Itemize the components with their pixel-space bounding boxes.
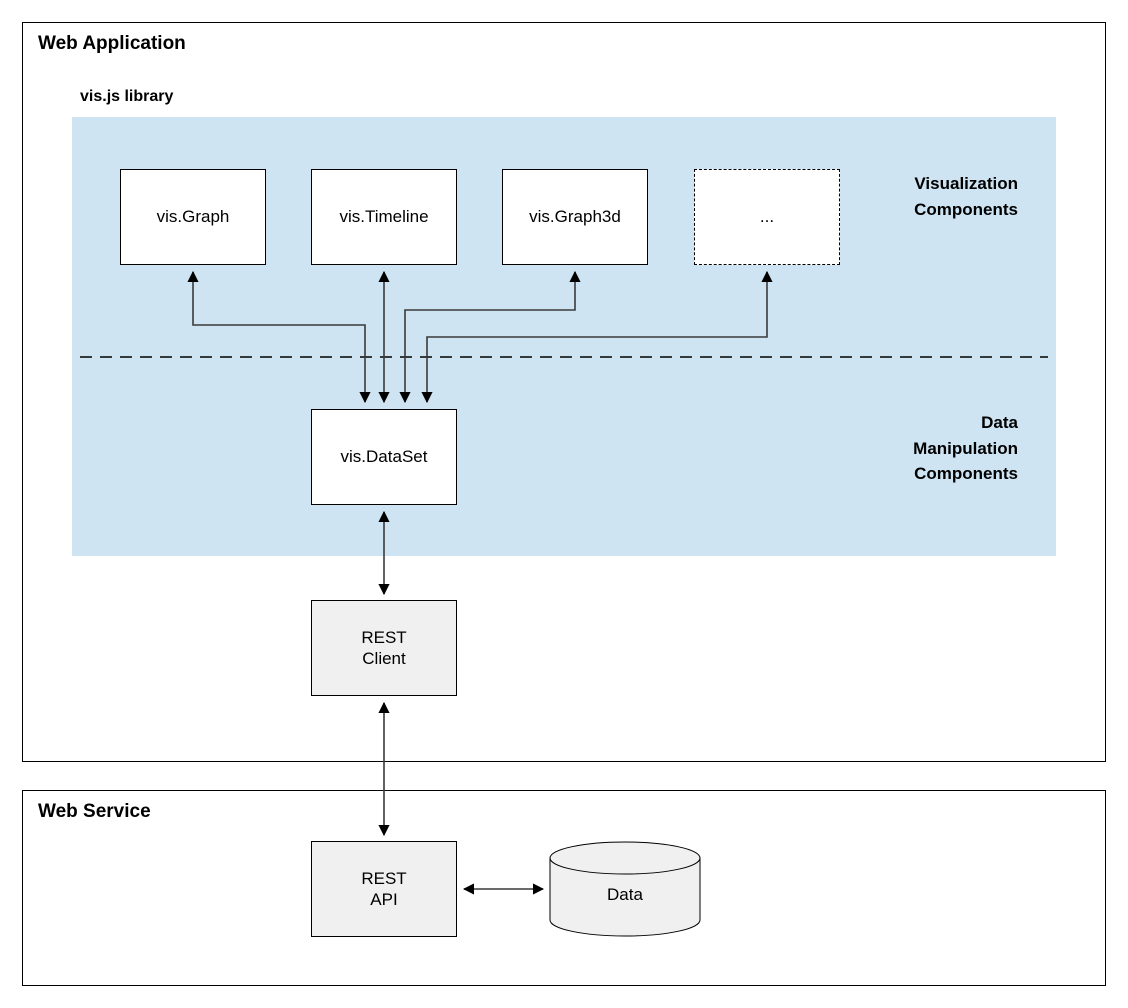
- visualization-components-line-2: Components: [914, 199, 1018, 219]
- data-manipulation-line-1: Data: [981, 413, 1018, 432]
- node-rest-api[interactable]: [311, 841, 457, 937]
- data-manipulation-line-2: Manipulation: [913, 438, 1018, 458]
- node-rest-client[interactable]: [311, 600, 457, 696]
- node-more-components[interactable]: ...: [694, 169, 840, 265]
- node-vis-graph3d[interactable]: vis.Graph3d: [502, 169, 648, 265]
- web-service-title: Web Service: [38, 801, 151, 822]
- database-cylinder: [549, 841, 701, 937]
- visualization-components-line-1: Visualization: [914, 174, 1018, 193]
- rest-client-line-1: REST: [361, 627, 407, 647]
- visjs-library-label: vis.js library: [80, 88, 174, 105]
- web-application-title: Web Application: [38, 33, 186, 54]
- data-manipulation-components-label: [700, 410, 1018, 487]
- database-label: Data: [607, 885, 643, 904]
- data-manipulation-line-3: Components: [914, 464, 1018, 483]
- rest-api-line-2: API: [370, 890, 398, 909]
- node-vis-timeline[interactable]: vis.Timeline: [311, 169, 457, 265]
- node-vis-dataset[interactable]: vis.DataSet: [311, 409, 457, 505]
- node-vis-graph[interactable]: vis.Graph: [120, 169, 266, 265]
- rest-client-line-2: Client: [362, 649, 406, 668]
- rest-api-line-1: REST: [361, 868, 407, 888]
